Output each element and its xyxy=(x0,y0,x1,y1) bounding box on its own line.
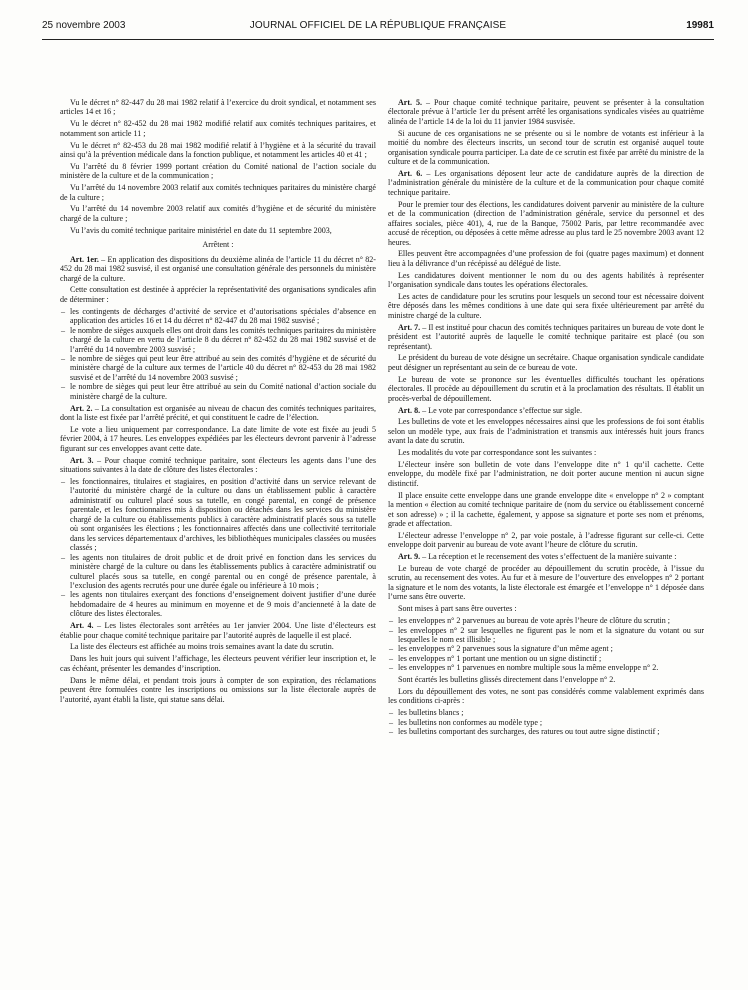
paragraph xyxy=(60,425,376,453)
paragraph-text: Vu le décret n° 82-453 du 28 mai 1982 modifié relatif à l’hygiène et à la sécurité du travail ainsi qu’à la prévention médicale dans la fonction publique, et notamment les articles 40 et 41 ; xyxy=(60,140,376,160)
paragraph-text: L’électeur adresse l’enveloppe n° 2, par voie postale, à l’adresse figurant sur celle-ci. Cette enveloppe doit parvenir au bureau de vote avant l’heure de clôture du scrutin. xyxy=(388,530,704,550)
article-label: Art. 8. xyxy=(398,405,421,415)
paragraph-text: – Le vote par correspondance s’effectue sur sigle. xyxy=(420,405,582,415)
list-item: – les enveloppes n° 2 parvenues au bureau de vote après l’heure de clôture du scrutin ; xyxy=(388,616,704,625)
paragraph xyxy=(60,119,376,138)
bullet-list xyxy=(388,708,704,736)
article-paragraph xyxy=(60,456,376,475)
paragraph-text: Les bulletins de vote et les enveloppes nécessaires ainsi que les professions de foi sont établis selon un modèle type, aux frais de l’administration et transmis aux intéressés huit jours francs avant la date du scrutin. xyxy=(388,417,704,446)
paragraph xyxy=(388,417,704,445)
list-item: – les bulletins comportant des surcharges, des ratures ou tout autre signe distinctif ; xyxy=(388,727,704,736)
paragraph xyxy=(60,98,376,117)
paragraph-text: Vu l’arrêté du 14 novembre 2003 relatif aux comités techniques paritaires du ministère chargé de la culture ; xyxy=(60,183,376,202)
article-label: Art. 4. xyxy=(70,621,94,631)
paragraph-text: – Il est institué pour chacun des comités techniques paritaires un bureau de vote dont le président est l’autorité auprès de laquelle le comité technique paritaire est placé (ou son représentant). xyxy=(388,322,704,351)
paragraph-text: Pour le premier tour des élections, les candidatures doivent parvenir au ministère de la culture et de la communication (direction de l’administration générale, service du personnel et des affaires sociales, pièce 401), 4, rue de la Banque, 75002 Paris, par lettre recommandée avec accusé de réception, ou déposées à cette même adresse au plus tard le 25 novembre 2003 avant 12 heures. xyxy=(388,199,704,247)
paragraph xyxy=(60,654,376,673)
paragraph-text: Vu le décret n° 82-452 du 28 mai 1982 modifié relatif aux comités techniques paritaires, et notamment son article 11 ; xyxy=(60,119,376,138)
paragraph-text: Il place ensuite cette enveloppe dans une grande enveloppe dite « enveloppe n° 2 » comptant la mention « élection au comité technique paritaire de (nom du service ou établissement concerné et son adresse) » ; il la cachette, également, y appose sa signature et porte ses nom et prénoms, grade et affectation. xyxy=(388,490,704,529)
list-item: – les fonctionnaires, titulaires et stagiaires, en position d’activité dans un service relevant de l’autorité du ministère chargé de la culture ou dans un établissement public à caractère administratif ou culturel placé sous sa tutelle, en congé parental, en congé de présence parentale, et les fonctionnaires mis à disposition ou détachés dans les services du ministère chargé de la culture ou établissements publics à caractère administratif placés sous sa tutelle où sont organisées les élections ; les fonctionnaires affectés dans une collectivité territoriale dans les services départementaux d’archives, les bibliothèques municipales classées ou musées classés ; xyxy=(60,477,376,553)
list-item: – le nombre de sièges qui peut leur être attribué au sein du Comité national d’action sociale du ministère chargé de la culture. xyxy=(60,382,376,401)
article-paragraph xyxy=(60,621,376,640)
paragraph xyxy=(60,162,376,181)
list-item: – les agents non titulaires de droit public et de droit privé en fonction dans les services du ministère chargé de la culture ou dans les établissements publics à caractère administratif ou culturel placés sous sa tutelle, en congé parental ou en congé de présence parentale, à l’exclusion des agents recrutés pour une durée égale ou inférieure à 10 mois ; xyxy=(60,553,376,591)
list-item: – les enveloppes n° 2 parvenues sous la signature d’un même agent ; xyxy=(388,644,704,653)
article-paragraph xyxy=(388,552,704,561)
journal-title: JOURNAL OFFICIEL DE LA RÉPUBLIQUE FRANÇAISE xyxy=(249,20,507,31)
paragraph xyxy=(60,676,376,704)
paragraph xyxy=(388,564,704,602)
paragraph-text: Dans le même délai, et pendant trois jours à compter de son expiration, des réclamations peuvent être formulées contre les inscriptions ou omissions sur la liste électorale auprès de l’autorité, ayant établi la liste, qui statue sans délai. xyxy=(60,675,376,704)
list-item: – les agents non titulaires exerçant des fonctions d’enseignement doivent justifier d’une durée hebdomadaire de 4 heures au minimum en moyenne et de 9 mois d’ancienneté à la date de clôture des listes électorales. xyxy=(60,590,376,618)
paragraph-text: Le bureau de vote chargé de procéder au dépouillement du scrutin procède, à l’issue du scrutin, au recensement des votes. Au fur et à mesure de l’ouverture des enveloppes n° 2 portant la signature et le nom des votants, la liste électorale est émargée et l’enveloppe n° 1 déposée dans l’urne sans être ouverte. xyxy=(388,564,704,602)
paragraph xyxy=(388,675,704,684)
list-item: – les enveloppes n° 1 parvenues en nombre multiple sous la même enveloppe n° 2. xyxy=(388,663,704,672)
centered-heading xyxy=(60,240,376,249)
paragraph-text: Sont écartés les bulletins glissés directement dans l’enveloppe n° 2. xyxy=(398,675,616,685)
article-label: Art. 3. xyxy=(70,455,94,465)
article-paragraph xyxy=(388,406,704,415)
paragraph xyxy=(388,292,704,320)
left-column xyxy=(60,98,376,706)
paragraph xyxy=(388,353,704,372)
paragraph-text: Elles peuvent être accompagnées d’une profession de foi (quatre pages maximum) et donnent lieu à la délivrance d’un récépissé au délégué de liste. xyxy=(388,249,704,268)
paragraph-text: Arrêtent : xyxy=(202,240,234,250)
paragraph-text: Le président du bureau de vote désigne un secrétaire. Chaque organisation syndicale candidate peut désigner un représentant au sein de ce bureau de vote. xyxy=(388,353,704,372)
list-item: – le nombre de sièges auxquels elles ont droit dans les comités techniques paritaires du ministère chargé de la culture en vertu de l’article 8 du décret n° 82-452 du 28 mai 1982 susvisé et de l’arrêté du 14 novembre 2003 susvisé ; xyxy=(60,326,376,354)
paragraph xyxy=(388,249,704,268)
article-label: Art. 7. xyxy=(398,322,421,332)
paragraph-text: Vu l’arrêté du 8 février 1999 portant création du Comité national de l’action sociale du ministère de la culture et de la communication ; xyxy=(60,161,376,181)
paragraph-text: – En application des dispositions du deuxième alinéa de l’article 11 du décret n° 82-452 du 28 mai 1982 susvisé, il est organisé une consultation générale des personnels du ministère chargé de la culture. xyxy=(60,254,376,283)
paragraph-text: Si aucune de ces organisations ne se présente ou si le nombre de votants est inférieur à la moitié du nombre des électeurs inscrits, un second tour de scrutin est organisé auquel toute organisation syndicale pourra participer. La date de ce scrutin est fixée par arrêté du ministre de la culture et de la communication. xyxy=(388,128,704,167)
article-paragraph xyxy=(60,404,376,423)
paragraph xyxy=(60,226,376,235)
right-column xyxy=(388,98,704,739)
list-item: – le nombre de sièges qui peut leur être attribué au sein des comités d’hygiène et de sécurité du ministère chargé de la culture aux termes de l’article 40 du décret n° 82-453 du 28 mai 1982 susvisé et de l’arrêté du 14 novembre 2003 susvisé ; xyxy=(60,354,376,382)
paragraph xyxy=(388,604,704,613)
paragraph xyxy=(388,687,704,706)
paragraph-text: – Pour chaque comité technique paritaire, sont électeurs les agents dans l’une des situations suivantes à la date de clôture des listes électorales : xyxy=(60,455,377,475)
paragraph xyxy=(388,491,704,529)
page-header xyxy=(42,20,714,40)
paragraph-text: Les actes de candidature pour les scrutins pour lesquels un second tour est nécessaire doivent être déposés dans les mêmes conditions à une date qui sera fixée ultérieurement par arrêté du ministre chargé de la culture. xyxy=(388,291,704,320)
list-item: – les contingents de décharges d’activité de service et d’autorisations spéciales d’absence en application des articles 16 et 14 du décret n° 82-447 du 28 mai 1982 susvisé ; xyxy=(60,307,376,326)
paragraph xyxy=(60,285,376,304)
paragraph-text: – Les organisations déposent leur acte de candidature auprès de la direction de l’administration générale du ministère de la culture et de la communication pour chaque comité technique paritaire. xyxy=(388,168,704,197)
bullet-list xyxy=(60,307,376,402)
paragraph-text: Cette consultation est destinée à apprécier la représentativité des organisations syndicales afin de déterminer : xyxy=(60,285,376,304)
bullet-list xyxy=(60,477,376,619)
page-number: 19981 xyxy=(686,20,714,31)
list-item: – les enveloppes n° 2 sur lesquelles ne figurent pas le nom et la signature du votant ou sur lesquelles le nom est illisible ; xyxy=(388,626,704,645)
paragraph-text: – La réception et le recensement des votes s’effectuent de la manière suivante : xyxy=(420,552,677,562)
article-label: Art. 2. xyxy=(70,403,93,413)
paragraph-text: Le bureau de vote se prononce sur les éventuelles difficultés touchant les opérations électorales. Il procède au dépouillement du scrutin et à la proclamation des résultats. Il établit un procès-verbal de dépouillement. xyxy=(388,374,704,403)
article-label: Art. 1er. xyxy=(70,254,99,264)
paragraph xyxy=(60,642,376,651)
paragraph-text: – La consultation est organisée au niveau de chacun des comités techniques paritaires, dont la liste est fixée par l’arrêté précité, et qui constituent le cadre de l’élection. xyxy=(60,403,376,423)
bullet-list xyxy=(388,616,704,673)
paragraph-text: Les modalités du vote par correspondance sont les suivantes : xyxy=(398,448,597,458)
paragraph xyxy=(388,448,704,457)
paragraph-text: Dans les huit jours qui suivent l’affichage, les électeurs peuvent vérifier leur inscription et, le cas échéant, présenter les demandes d’inscription. xyxy=(60,654,376,673)
list-item: – les enveloppes n° 1 portant une mention ou un signe distinctif ; xyxy=(388,654,704,663)
article-paragraph xyxy=(388,323,704,351)
article-paragraph xyxy=(388,98,704,126)
paragraph xyxy=(388,200,704,247)
article-paragraph xyxy=(388,169,704,197)
paragraph xyxy=(60,204,376,223)
paragraph-text: L’électeur insère son bulletin de vote dans l’enveloppe dite n° 1 qu’il cachette. Cette enveloppe, du modèle fixé par l’administration, ne doit porter aucune mention ni aucun signe distinctif. xyxy=(388,459,704,488)
paragraph-text: – Pour chaque comité technique paritaire, peuvent se présenter à la consultation électorale prévue à l’article 1er du présent arrêté les organisations syndicales visées au quatrième alinéa de l’article 14 de la loi du 11 janvier 1984 susvisée. xyxy=(388,98,704,126)
paragraph xyxy=(388,375,704,403)
paragraph-text: Les candidatures doivent mentionner le nom du ou des agents habilités à représenter l’organisation syndicale dans toutes les opérations électorales. xyxy=(388,270,704,290)
paragraph xyxy=(60,183,376,202)
paragraph xyxy=(388,129,704,167)
paragraph-text: Vu l’avis du comité technique paritaire ministériel en date du 11 septembre 2003, xyxy=(70,225,332,235)
header-date: 25 novembre 2003 xyxy=(42,20,126,31)
paragraph-text: Sont mises à part sans être ouvertes : xyxy=(398,604,517,614)
paragraph xyxy=(388,271,704,290)
paragraph-text: Vu le décret n° 82-447 du 28 mai 1982 relatif à l’exercice du droit syndical, et notamment ses articles 14 et 16 ; xyxy=(60,98,376,117)
article-label: Art. 9. xyxy=(398,552,421,562)
paragraph xyxy=(388,531,704,550)
paragraph xyxy=(60,141,376,160)
article-paragraph xyxy=(60,255,376,283)
article-label: Art. 5. xyxy=(398,98,423,107)
paragraph-text: Le vote a lieu uniquement par correspondance. La date limite de vote est fixée au jeudi 5 février 2004, à 17 heures. Les enveloppes expédiées par les électeurs devront parvenir à l’adresse figurant sur ces enveloppes avant cette date. xyxy=(60,424,376,453)
list-item: – les bulletins blancs ; xyxy=(388,708,704,717)
article-label: Art. 6. xyxy=(398,168,423,178)
paragraph-text: Vu l’arrêté du 14 novembre 2003 relatif aux comités d’hygiène et de sécurité du ministère chargé de la culture ; xyxy=(60,204,376,223)
paragraph-text: Lors du dépouillement des votes, ne sont pas considérés comme valablement exprimés dans les conditions ci-après : xyxy=(388,687,704,706)
paragraph-text: – Les listes électorales sont arrêtées au 1er janvier 2004. Une liste d’électeurs est établie pour chaque comité technique paritaire par l’autorité auprès de laquelle il est placé. xyxy=(60,621,376,640)
list-item: – les bulletins non conformes au modèle type ; xyxy=(388,718,704,727)
paragraph xyxy=(388,460,704,488)
paragraph-text: La liste des électeurs est affichée au moins trois semaines avant la date du scrutin. xyxy=(70,642,334,652)
